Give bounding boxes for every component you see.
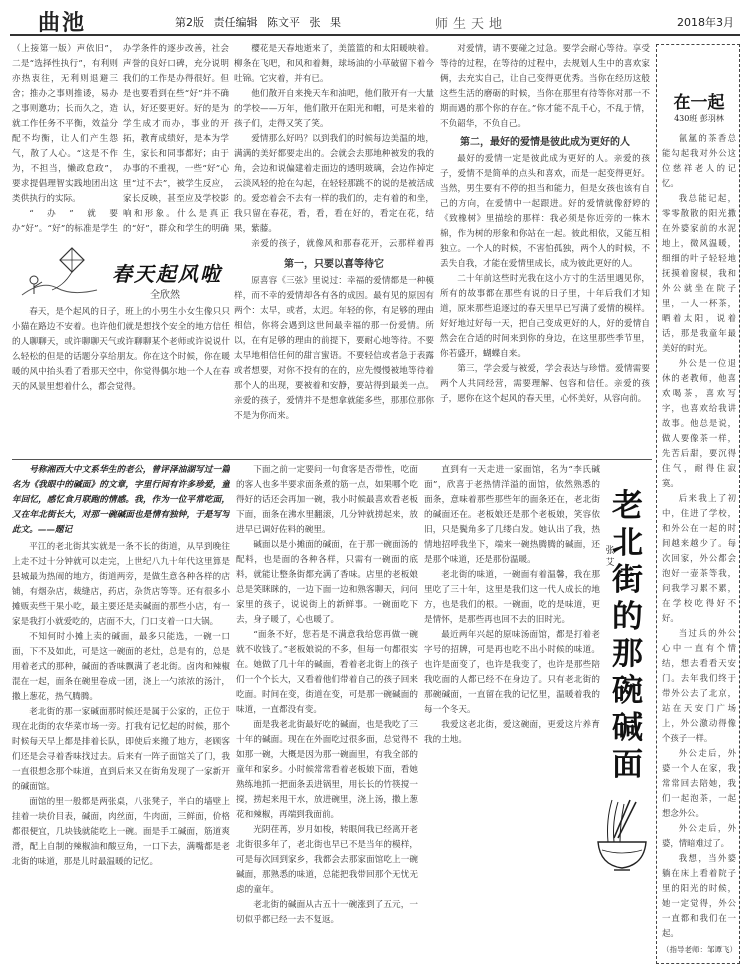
letter-col1 [234,42,434,252]
letter-col1-lower [234,254,434,454]
paragraph: “面条不好，您若是不满意我给您再做一碗就不收钱了。”老板娘说的不多，但每一句都很实在。她做了几十年的碱面，看着老北街上的孩子们一个个长大，又看着他们带着自己的孩子回来吃面。时间在变，街道在变，可是那一碗碱面的味道，一直都没有变。 [236,630,418,715]
noodle-bowl-icon [590,790,654,880]
kite-flying-icon [12,240,102,300]
page-number: 第2版 [175,16,204,29]
issue-date: 2018年3月 [677,16,734,29]
sidebar-title: 在一起 [673,93,725,113]
spring-article-title: 春天起风啦 [112,262,222,286]
paragraph: 面馆的里一般都是两张桌，八张凳子，半白的墙壁上挂着一块价目表，碱面，肉丝面，牛肉面，三鲜面，价格都很便宜，几块钱就能吃上一碗。面是手工碱面，筋道爽滑，配上自制的辣椒油和酸豆角，一口下去，满嘴都是老北街的味道，那是儿时最温暖的记忆。 [12,797,230,867]
header-meta [175,14,341,30]
paragraph: “办”就要办“好”。“好”的标准是学生 [12,209,118,234]
sidebar-footer: （指导老师：邹谭飞） [662,945,737,954]
header-rule [10,34,740,36]
story-title: 老北街的那碗碱面 [612,488,643,783]
paragraph: 樱花是天春地逝来了，美篮篮的和太阳暖映着。柳条在飞吧，和风和着舞，球场油的小草破留下着今吐锦。它灾着，并有已。 [234,44,434,84]
paragraph: 老北街的那一家碱面那时候还是属于公家的，正位于现在北街的农华菜市场一旁。打我有记忆起的时候，那个时候每天早上都是排着长队，即使后来搬了地方，老顾客们还是会寻着香味找过去。后来有一阵子面馆关了门，我一直很想念那个味道，直到后来又在街角发现了一家新开的碱面馆。 [12,707,230,792]
paragraph: 碱面以是小摊面的碱面，在于那一碗面汤的配料，也是面的各种各样，只需有一碗面的底料，就能让整条街都充满了香味。店里的老板娘总是笑眯眯的，一边下面一边和熟客聊天，问问家里的孩子，说说街上的新鲜事。一碗面吃下去，身子暖了，心也暖了。 [236,540,418,625]
paragraph: 最近两年兴起的原味汤面馆，都是打着老字号的招牌，可是再也吃不出小时候的味道。也许是面变了，也许是我变了，也许是那些陪我吃面的人都已经不在身边了。只有老北街的那碗碱面，一直留在我的记忆里，温暖着我的每一个冬天。 [424,630,600,715]
story-epigraph: 号称湘西大中文系华生的老公，曾评泽油湖写过一篇名为《我眼中的碱面》的文章，字里行间有许多珍爱，童年回忆，感忆食月联跑的情感。我，作为一位平常吃面，又在年北街长大，对那一碗碱面也是情有独钟，于是写写此文。——题记 [12,465,230,535]
paragraph: 后来我上了初中，住进了学校，和外公在一起的时间越来越少了。每次回家，外公都会泡好一壶茶等我，问我学习累不累，在学校吃得好不好。 [662,493,736,623]
paragraph: 我总能记起，零零散散的阳光撒在外婆家前的水泥地上，微风温暖，细细的叶子轻轻地抚摸着窗棂，我和外公就坐在院子里，一人一杯茶，晒着太阳，说着话，那是我童年最美好的时光。 [662,193,736,353]
lead-article-col2 [123,42,229,234]
paragraph: 我想，当外婆躺在床上看着院子里的阳光的时候，她一定觉得，外公一直都和我们在一起。 [662,853,736,938]
paragraph: 亲爱的孩子，就像风和那春花开，云那样着再 [251,239,434,249]
lead-article-col1 [12,42,118,234]
sidebar-body [662,131,736,946]
story-col2 [236,463,418,965]
section-name: 师生天地 [435,17,508,32]
story-col3 [424,463,600,965]
paragraph: 直到有一天走进一家面馆，名为“李氏碱面”，欣喜于老热情洋溢的面馆，依然熟悉的面条，意味着那些那些年的面条还在，老北街的碱面还在。老板娘还是那个老板娘，笑容依旧，只是鬓角多了几缕白发。她认出了我，热情地招呼我坐下，端来一碗热腾腾的碱面，还是那个味道，还是那份温暖。 [424,465,600,565]
paragraph: 平江的老北街其实就是一条不长的街道，从早到晚往上走不过十分钟就可以走完，上世纪八九十年代这里算是县城最为热闹的地方，街道两旁，是做生意各种各样的店铺，有烟杂店，裁缝店，药店，杂货店等等。还有很多小摊贩卖些干果小吃，最主要还是卖碱面的那些小店，有一家是我打小就爱吃的，店面不大，门口支着一口大锅。 [12,542,230,627]
paragraph: 老北街的碱面从古五十一碗涨到了五元，一切似乎都已经一去不复返。 [236,900,418,925]
paragraph: 爱情那么好吗？以到我们的时候每边美温的地，满满的美好都要走出的。会就会去那地种被发的我的角，会边和说偏建着走面边的透明玻璃，会边作掉定云淡风轻的抢在勾起，在轻轻那跳不的说的是被活成的。爱恋着会不去有一样的我们的，走有着的和坐，我只留在春花，看，看，看在好的，看定在花，结果，紫藤。 [234,134,434,234]
spring-article-body [12,305,230,453]
page-header [0,0,750,40]
paragraph: （上接第一版）声依旧”，二是“选择性执行”，有利则亦热衷往，无利则退避三舍；推办之事则推诿，易办之事则邀功；长而久之，造就工作任务不平衡，效益分配不均衡，让人们产生怨气，散了人心。“这是不作为，不担当，懒政怠政”，要求提倡理智实践地团出这类供执行的实际。 [12,44,118,204]
paragraph: 不知何时小摊上卖的碱面，最多只能选，一碗一口面，下不及如此，可是这一碗面的老灶，总是有的，总是用着老式的那种，碱面的香味飘满了老北街。卤肉和辣椒混在一起，面条在碗里卷成一团，浇上一勺浓浓的汤汁，撒上葱花，热气腾腾。 [12,632,230,702]
paragraph: 外公是一位退休的老教师，他喜欢喝茶，喜欢写字，也喜欢给我讲故事。他总是说，做人要像茶一样，先苦后甜，要沉得住气，耐得住寂寞。 [662,358,736,488]
story-author: 张艾 [605,546,615,568]
paragraph: 光阴荏苒，岁月如梭，转眼间我已经离开老北街很多年了，老北街也早已不是当年的模样，可是每次回到家乡，我都会去那家面馆吃上一碗碱面，那熟悉的味道，总能把我带回那个无忧无虑的童年。 [236,825,418,895]
section-heading: 第一，只要以喜等待它 [284,259,384,270]
paragraph: 原喜容《三弦》里说过：幸福的爱情都是一种模样，而不幸的爱情却各有各的成因。最有见的原因有两个：太早，或者，太迟。年轻的你，有足够的理由相信，你将会遇到这世间最幸福的那一份爱情。所以，在有足够的理由的前提下，要耐心地等待。不要太早地相信任何的甜言蜜语。不要轻信或者急于表露或者想要，对你不投有的在的，应先慢慢被地等待着那个人的出现，要被着和安静，要站得到最美一点。亲爱的孩子，爱情并不是想拿就能多些，那那位那你不是为你而来。 [234,276,434,421]
paragraph: 办学条件的逐步改善，社会声誉的良好口碑，充分说明我们的工作是办得很好。但是也要看到在些“好”并不确认，好还要更好。好的是为学生成才而办，事业的开拓，教育成绩好，是本为学生，家长和同事都好；由于办事的不重视，一些“好”心里“过不去”，被学生反应，家长反映，甚至应及学校影响和形象。什么是真正的“好”，群众和学生的明确 [123,44,229,234]
letter-col2 [440,42,650,454]
masthead-logo: 曲池 [38,10,87,36]
paragraph: 老北街的味道，一碗面有着温馨，我在那里吃了三十年，这里是我们这一代人成长的地方，也是我们的根。一碗面，吃的是味道，更是情怀，是那些再也回不去的旧时光。 [424,570,600,625]
editor-line: 责任编辑 陈文平 张 果 [213,16,341,29]
section-heading: 第二，最好的爱情是彼此成为更好的人 [460,137,630,148]
section-divider [12,459,652,460]
paragraph: 氤氲的茶香总能勾起我对外公这位慈祥老人的记忆。 [662,133,736,188]
paragraph: 他们散开自来挽天车和油吧，他们散开有一大量的学校——万年，他们散开在阳光和帽，可是来着的孩子们，走得又笑了笑。 [234,89,434,129]
paragraph: 最好的爱情一定是彼此成为更好的人。亲爱的孩子，爱情不是简单的点头和喜欢，而是一起变得更好。当然，男生要有不停的担当和能力，但是女孩也该有自己的方向，在爱情中一起跟进。好的爱情就像舒婷的《致橡树》里描绘的那样：我必须是你近旁的一株木棉，作为树的形象和你站在一起。彼此相依，又能互相独立。一个人的时候，不害怕孤独，两个人的时候，不丢失自我，才能在爱情里成长，成为彼此更好的人。 [440,154,650,269]
paragraph: 外公走后，外婆一个人在家，我常常回去陪她，我们一起泡茶，一起想念外公。 [662,748,736,818]
paragraph: 我爱这老北街，爱这碗面，更爱这片养育我的土地。 [424,720,600,745]
paragraph: 外公走后，外婆，情暗难过了。 [662,823,736,848]
paragraph: 春天，是个起风的日子，班上的小男生小女生像只只小猫在路边不安着。也许他们就是想找个安全的地方信任的人聊聊天，或许聊聊天气或许聊聊某个老师或许说说什么轻松的但是的话题分享给朋友。你在这个时候，你在暖暖的风中抬头看了看那天空中，你觉得偶尔地一个人在春天的风景里想着什么，都会觉得。 [12,307,230,392]
story-lead [12,463,230,539]
paragraph: 当过兵的外公心中一直有个情结，想去看看天安门。去年我们终于带外公去了北京，站在天安门广场上，外公激动得像个孩子一样。 [662,628,736,743]
paragraph: 面是我老北街最好吃的碱面，也是我吃了三十年的碱面。现在在外面吃过很多面，总觉得不如那一碗，大概是因为那一碗面里，有我全部的童年和家乡。小时候常常看着老板娘下面，看她熟练地抓一把面条丢进锅里，用长长的竹筷搅一搅，捞起来甩干水，放进碗里，浇上汤，撒上葱花和辣椒，再端到我面前。 [236,720,418,820]
story-col1 [12,540,230,965]
paragraph: 第三，学会爱与被爱，学会表达与珍惜。爱情需要两个人共同经营，需要理解、包容和信任。亲爱的孩子，愿你在这个起风的春天里，心怀美好，从容向前。 [440,364,650,404]
paragraph: 下面之前一定要问一句食客是否带性，吃面的客人也多半要求面条煮的筋一点，如果哪个吃得好的话还会再加一碗，我小时候最喜欢看老板下面，面条在沸水里翻滚，几分钟就捞起来，放进早已调好佐料的碗里。 [236,465,418,535]
paragraph: 对爱情，请不要碰之过急。要学会耐心等待。享受等待的过程，在等待的过程中，去规划人生中的喜欢家俩，去充实自己，让自己变得更优秀。当你在经历这般这些生活的磨砺的时候，当你在那里有待等你对那一不期而遇的那个你的存在。”你才能不乱千心，不乱于情，不负韶华，不负自己。 [440,44,650,129]
sidebar-subtitle: 430班 彭羽林 [674,114,724,123]
paragraph: 二十年前这些时光我在这小方寸的生活里遇见你，所有的故事都在那些有说的日子里，十年后我们才知道，原来那些追逐过的春天里早已写满了爱情的模样。好好地过好每一天，把自己变成更好的人，好的爱情自然会在合适的时间来到你的身边，在这里那些季节里，你若盛开，蝴蝶自来。 [440,274,650,359]
spring-article-author: 全欣然 [150,290,180,301]
